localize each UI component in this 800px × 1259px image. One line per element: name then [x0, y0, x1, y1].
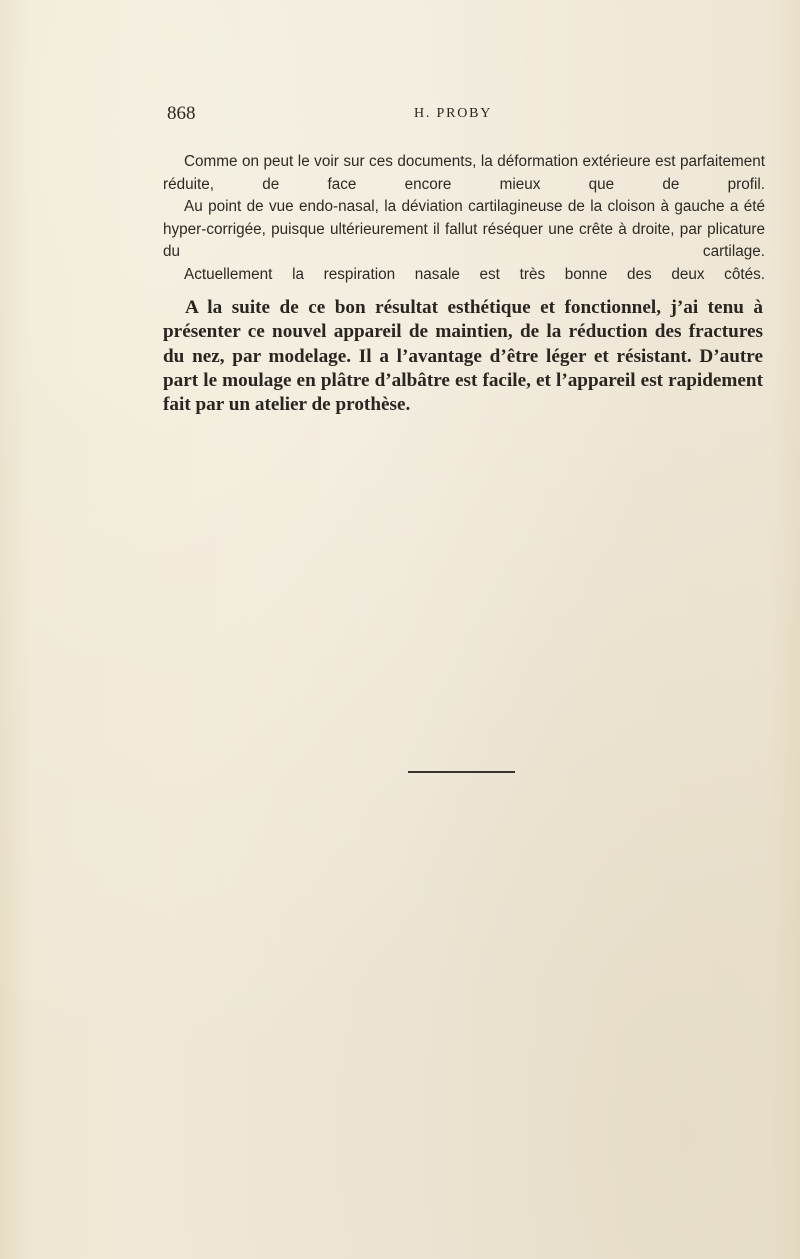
running-head: H. PROBY [414, 106, 493, 121]
note-paragraph-2: Au point de vue endo-nasal, la déviation cartilagineuse de la cloison à gauche a été hyper-corrigée, puisque ultérieurement il fallut réséquer une crête à droite, par plicature du cartilage. [163, 198, 765, 260]
main-text-block [163, 296, 763, 417]
main-paragraph: A la suite de ce bon résultat esthétique et fonctionnel, j’ai tenu à présenter ce nouvel appareil de maintien, de la réduction des fractures du nez, par modelage. Il a l’avantage d’être léger et résistant. D’autre part le moulage en plâtre d’albâtre est facile, et l’appareil est rapidement fait par un atelier de prothèse. [163, 297, 763, 416]
page-header [167, 103, 767, 127]
note-text-block [163, 151, 765, 286]
page-number: 868 [167, 103, 196, 124]
note-paragraph-3: Actuellement la respiration nasale est très bonne des deux côtés. [184, 265, 765, 283]
end-rule [408, 771, 515, 773]
note-paragraph-1: Comme on peut le voir sur ces documents, la déformation extérieure est parfaitement réduite, de face encore mieux que de profil. [163, 153, 765, 193]
